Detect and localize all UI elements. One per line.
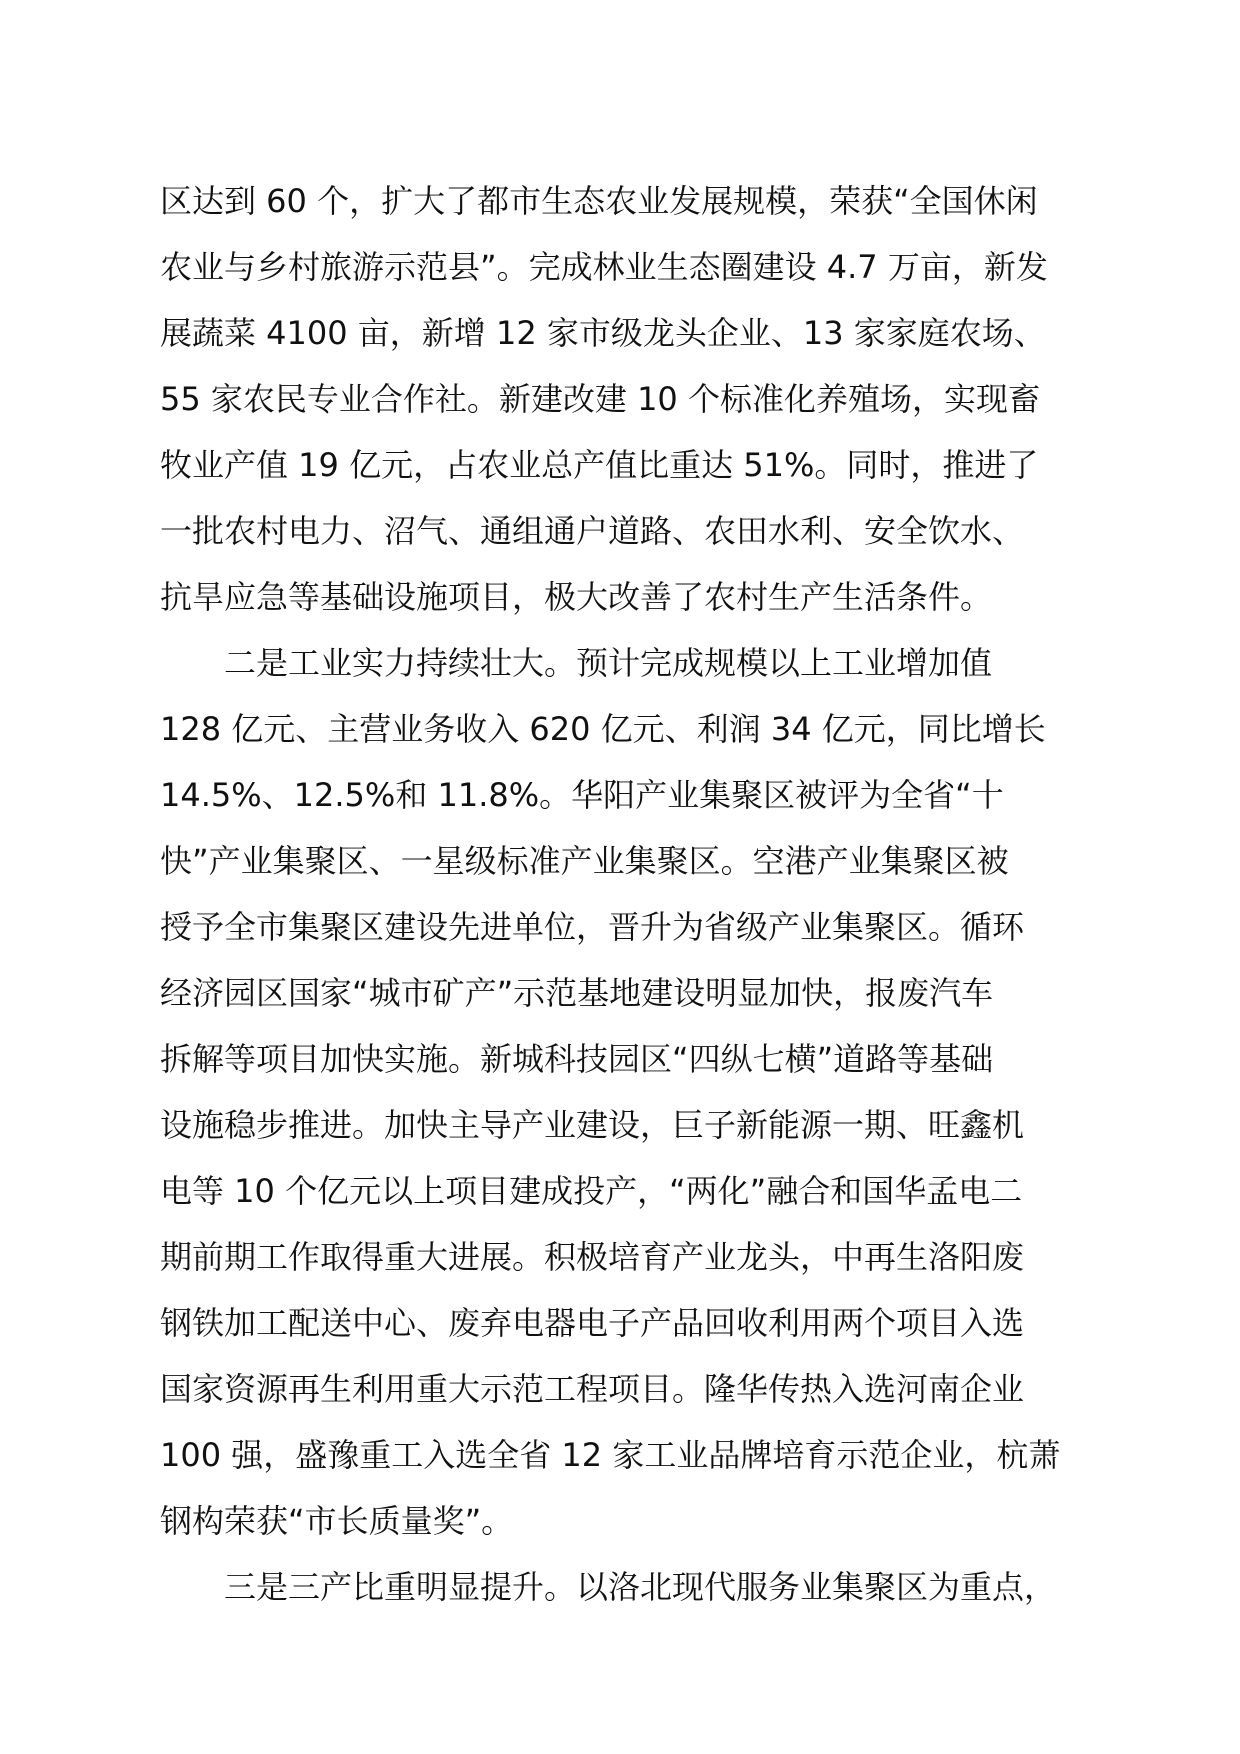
text-line: 抗旱应急等基础设施项目，极大改善了农村生产生活条件。 — [160, 578, 993, 616]
text-line: 期前期工作取得重大进展。积极培育产业龙头，中再生洛阳废 — [160, 1238, 1025, 1276]
text-line: 设施稳步推进。加快主导产业建设，巨子新能源一期、旺鑫机 — [160, 1106, 1025, 1144]
body-text — [160, 168, 1120, 1620]
text-line: 展蔬菜 4100 亩，新增 12 家市级龙头企业、13 家家庭农场、 — [160, 314, 1046, 352]
text-line: 授予全市集聚区建设先进单位，晋升为省级产业集聚区。循环 — [160, 908, 1025, 946]
text-line: 国家资源再生利用重大示范工程项目。隆华传热入选河南企业 — [160, 1370, 1025, 1408]
text-line: 拆解等项目加快实施。新城科技园区“四纵七横”道路等基础 — [160, 1040, 994, 1078]
text-line: 一批农村电力、沼气、通组通户道路、农田水利、安全饮水、 — [160, 512, 1025, 550]
paragraph-start-line: 二是工业实力持续壮大。预计完成规模以上工业增加值 — [224, 644, 993, 682]
text-line: 牧业产值 19 亿元，占农业总产值比重达 51%。同时，推进了 — [160, 446, 1039, 484]
text-line: 经济园区国家“城市矿产”示范基地建设明显加快，报废汽车 — [160, 974, 994, 1012]
text-line: 农业与乡村旅游示范县”。完成林业生态圈建设 4.7 万亩，新发 — [160, 248, 1048, 286]
text-line: 14.5%、12.5%和 11.8%。华阳产业集聚区被评为全省“十 — [160, 776, 1004, 814]
text-line: 快”产业集聚区、一星级标准产业集聚区。空港产业集聚区被 — [160, 842, 1009, 880]
text-line: 100 强，盛豫重工入选全省 12 家工业品牌培育示范企业，杭萧 — [160, 1436, 1061, 1474]
text-line: 钢铁加工配送中心、废弃电器电子产品回收利用两个项目入选 — [160, 1304, 1025, 1342]
text-line: 钢构荣获“市长质量奖”。 — [160, 1502, 514, 1540]
text-line: 128 亿元、主营业务收入 620 亿元、利润 34 亿元，同比增长 — [160, 710, 1046, 748]
text-line: 区达到 60 个，扩大了都市生态农业发展规模，荣获“全国休闲 — [160, 182, 1038, 220]
text-line: 55 家农民专业合作社。新建改建 10 个标准化养殖场，实现畜 — [160, 380, 1040, 418]
text-line: 电等 10 个亿元以上项目建成投产，“两化”融合和国华孟电二 — [160, 1172, 1023, 1210]
paragraph-start-line: 三是三产比重明显提升。以洛北现代服务业集聚区为重点， — [224, 1568, 1057, 1606]
